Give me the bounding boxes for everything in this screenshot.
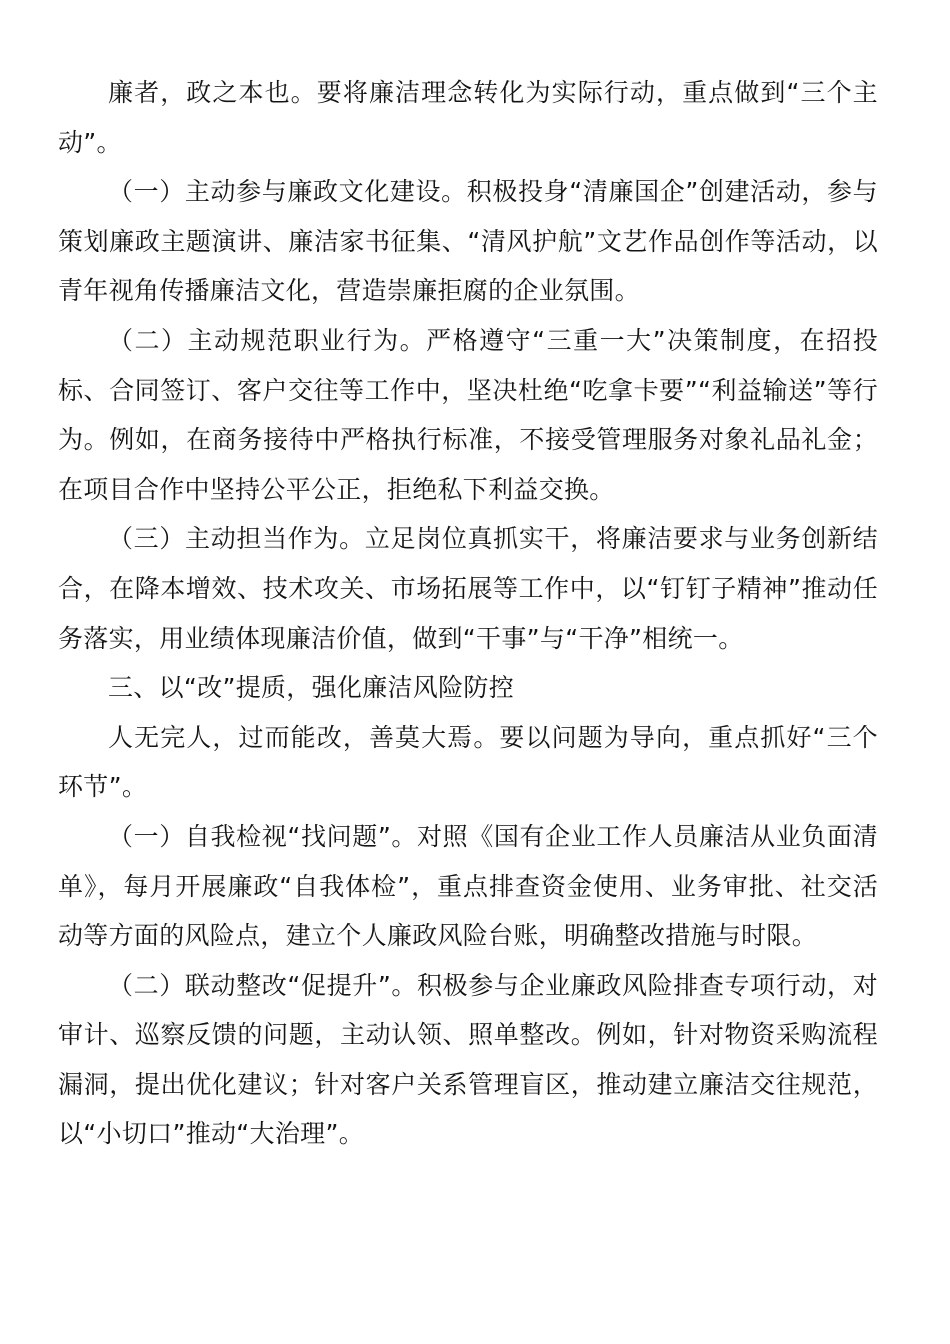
paragraph-item-1: （一）主动参与廉政文化建设。积极投身“清廉国企”创建活动，参与策划廉政主题演讲、廉洁家书征集、“清风护航”文艺作品创作等活动，以青年视角传播廉洁文化，营造崇廉拒腐的企业氛围。 bbox=[58, 177, 878, 306]
paragraph-section-intro: 人无完人，过而能改，善莫大焉。要以问题为导向，重点抓好“三个环节”。 bbox=[58, 722, 878, 802]
paragraph-subitem-2: （二）联动整改“促提升”。积极参与企业廉政风险排查专项行动，对审计、巡察反馈的问题，主动认领、照单整改。例如，针对物资采购流程漏洞，提出优化建议；针对客户关系管理盲区，推动建立廉洁交往规范，以“小切口”推动“大治理”。 bbox=[58, 970, 878, 1149]
section-heading-3: 三、以“改”提质，强化廉洁风险防控 bbox=[108, 673, 515, 703]
paragraph-item-3: （三）主动担当作为。立足岗位真抓实干，将廉洁要求与业务创新结合，在降本增效、技术攻关、市场拓展等工作中，以“钉钉子精神”推动任务落实，用业绩体现廉洁价值，做到“干事”与“干净”相统一。 bbox=[58, 524, 878, 653]
paragraph-item-2: （二）主动规范职业行为。严格遵守“三重一大”决策制度，在招投标、合同签订、客户交往等工作中，坚决杜绝“吃拿卡要”“利益输送”等行为。例如，在商务接待中严格执行标准，不接受管理服务对象礼品礼金；在项目合作中坚持公平公正，拒绝私下利益交换。 bbox=[58, 325, 878, 504]
document-page bbox=[58, 68, 878, 1159]
paragraph-intro: 廉者，政之本也。要将廉洁理念转化为实际行动，重点做到“三个主动”。 bbox=[58, 78, 878, 157]
paragraph-subitem-1: （一）自我检视“找问题”。对照《国有企业工作人员廉洁从业负面清单》，每月开展廉政“自我体检”，重点排查资金使用、业务审批、社交活动等方面的风险点，建立个人廉政风险台账，明确整改措施与时限。 bbox=[58, 821, 878, 951]
